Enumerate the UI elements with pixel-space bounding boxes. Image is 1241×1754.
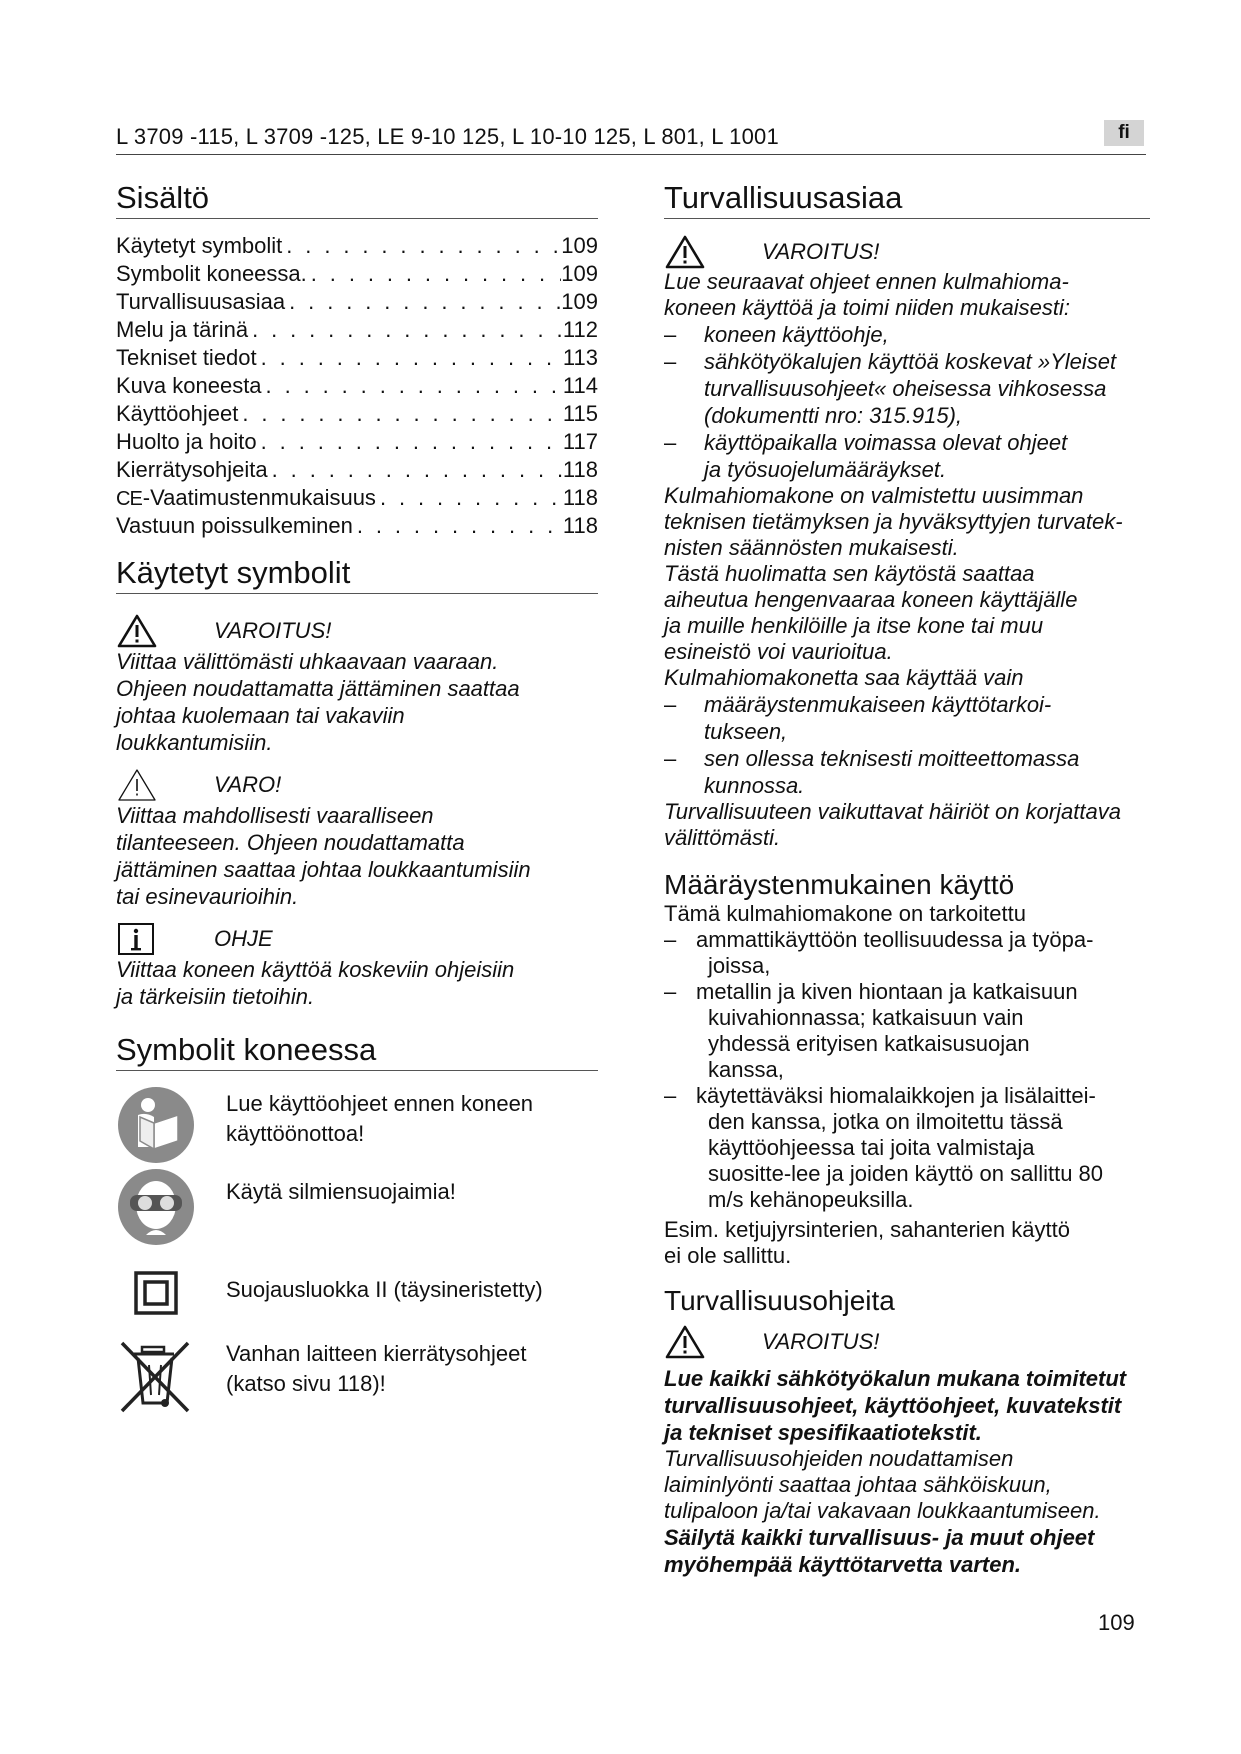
toc-item[interactable]: Käytetyt symbolit . . . 109 — [116, 233, 598, 261]
machine-symbols-title: Symbolit koneessa — [116, 1032, 598, 1071]
language-badge: fi — [1104, 120, 1144, 146]
list-item: – sen ollessa teknisesti moitteettomassa kunnossa. — [664, 746, 1080, 798]
toc-item[interactable]: Kierrätysohjeita . . . 118 — [116, 457, 598, 485]
list-item: – ammattikäyttöön teollisuudessa ja työpa- joissa, — [664, 927, 1094, 978]
page-header — [116, 118, 1146, 155]
intended-use-title: Määräystenmukainen käyttö — [664, 869, 1015, 900]
page-number: 109 — [1098, 1610, 1135, 1635]
symbol-row — [116, 1085, 598, 1165]
toc-item[interactable]: Tekniset tiedot . . . 113 — [116, 345, 598, 373]
symbol-description: Suojausluokka II (täysineristetty) — [226, 1277, 543, 1302]
symbol-description: Lue käyttöohjeet ennen koneen käyttöönottoa! — [226, 1091, 534, 1146]
safety-intro: Lue seuraavat ohjeet ennen kulmahioma- koneen käyttöä ja toimi niiden mukaisesti: — [664, 269, 1070, 320]
safety-paragraph-2: Turvallisuuteen vaikuttavat häiriöt on korjattava välittömästi. — [664, 799, 1121, 850]
ce-mark-icon: CE — [116, 488, 142, 510]
list-item: – sähkötyökalujen käyttöä koskevat »Yleiset turvallisuusohjeet« oheisessa vihkosessa (dokumentti nro: 315.915), — [664, 349, 1117, 428]
toc-item[interactable]: Käyttöohjeet . . . 115 — [116, 401, 598, 429]
safety-docs-list — [664, 321, 1150, 483]
toc-item[interactable]: Turvallisuusasiaa . . . 109 — [116, 289, 598, 317]
caution-triangle-icon — [116, 768, 158, 802]
toc-item[interactable]: Vastuun poissulkeminen . . . 118 — [116, 513, 598, 541]
toc-item[interactable]: Symbolit koneessa. . . . 109 — [116, 261, 598, 289]
symbol-row — [116, 1253, 598, 1333]
warning-triangle-icon — [664, 235, 706, 269]
table-of-contents — [116, 233, 598, 541]
safety-instructions-title: Turvallisuusohjeita — [664, 1285, 895, 1316]
warning-keyword: VAROITUS! — [762, 1329, 880, 1354]
intended-use-outro: Esim. ketjujyrsinterien, sahanterien käyttö ei ole sallittu. — [664, 1217, 1070, 1268]
list-item: – käyttöpaikalla voimassa olevat ohjeet ja työsuojelumääräykset. — [664, 430, 1068, 482]
right-column — [664, 180, 1150, 1578]
caution-description: Viittaa mahdollisesti vaaralliseen tilanteeseen. Ohjeen noudattamatta jättäminen saattaa johtaa loukkaantumisiin tai esinevaurioihin. — [116, 803, 531, 909]
warning-row — [664, 235, 1150, 269]
note-description: Viittaa koneen käyttöä koskeviin ohjeisiin ja tärkeisiin tietoihin. — [116, 957, 515, 1009]
weee-bin-icon — [116, 1337, 196, 1417]
symbol-row — [116, 1167, 598, 1247]
list-item: – metallin ja kiven hiontaan ja katkaisuun kuivahionnassa; katkaisuun vain yhdessä erityisen katkaisusuojan kanssa, — [664, 979, 1078, 1082]
read-manual-icon — [116, 1085, 196, 1165]
warning-triangle-icon — [664, 1325, 706, 1359]
model-list: L 3709 -115, L 3709 -125, LE 9-10 125, L 10-10 125, L 801, L 1001 — [116, 124, 779, 149]
safety-bold-text-2: Säilytä kaikki turvallisuus- ja muut ohjeet myöhempää käyttötarvetta varten. — [664, 1525, 1095, 1577]
warning-description: Viittaa välittömästi uhkaavaan vaaraan. Ohjeen noudattamatta jättäminen saattaa johtaa kuolemaan tai vakaviin loukkantumisiin. — [116, 649, 520, 755]
intended-use-intro: Tämä kulmahiomakone on tarkoitettu — [664, 901, 1026, 926]
note-row — [116, 922, 598, 956]
list-item: – käytettäväksi hiomalaikkojen ja lisälaittei- den kanssa, jotka on ilmoitettu tässä käyttöohjeessa tai joita valmistaja suositte-lee ja joiden käyttö on sallittu 80 m/s kehänopeuksilla. — [664, 1083, 1104, 1212]
toc-title: Sisältö — [116, 180, 598, 219]
caution-keyword: VARO! — [214, 772, 282, 797]
eye-protection-icon — [116, 1167, 196, 1247]
toc-item[interactable]: Huolto ja hoito . . . 117 — [116, 429, 598, 457]
symbol-description: Vanhan laitteen kierrätysohjeet (katso sivu 118)! — [226, 1341, 527, 1396]
safety-paragraph: Kulmahiomakone on valmistettu uusimman teknisen tietämyksen ja hyväksyttyjen turvatek- nisten säännösten mukaisesti. Tästä huolimatta sen käytöstä saattaa aiheutua hengenvaaraa koneen käyttäjälle ja muille henkilöille ja itse kone tai muu esineistö voi vaurioitua. Kulmahiomakonetta saa käyttää vain — [664, 483, 1123, 690]
warning-row — [664, 1325, 1150, 1359]
symbol-description: Käytä silmiensuojaimia! — [226, 1179, 456, 1204]
list-item: – määräystenmukaiseen käyttötarkoi- tukseen, — [664, 692, 1052, 744]
warning-keyword: VAROITUS! — [762, 239, 880, 264]
left-column — [116, 180, 598, 1417]
protection-class-ii-icon — [116, 1253, 196, 1333]
warning-row — [116, 614, 598, 648]
caution-row — [116, 768, 598, 802]
warning-keyword: VAROITUS! — [214, 618, 332, 643]
safety-bold-text: Lue kaikki sähkötyökalun mukana toimitetut turvallisuusohjeet, käyttöohjeet, kuvatekstit ja tekniset spesifikaatiotekstit. — [664, 1366, 1127, 1445]
note-keyword: OHJE — [214, 926, 273, 951]
usage-conditions-list — [664, 691, 1150, 799]
info-icon — [116, 922, 158, 956]
used-symbols-title: Käytetyt symbolit — [116, 555, 598, 594]
safety-title: Turvallisuusasiaa — [664, 180, 1150, 219]
symbol-row — [116, 1337, 598, 1417]
warning-triangle-icon — [116, 614, 158, 648]
toc-item[interactable]: CE-Vaatimustenmukaisuus . . . 118 — [116, 485, 598, 513]
list-item: – koneen käyttöohje, — [664, 322, 889, 347]
intended-use-list — [664, 927, 1150, 1213]
toc-item[interactable]: Melu ja tärinä . . . 112 — [116, 317, 598, 345]
safety-text: Turvallisuusohjeiden noudattamisen laiminlyönti saattaa johtaa sähköiskuun, tulipaloon ja/tai vakavaan loukkaantumiseen. — [664, 1446, 1101, 1523]
toc-item[interactable]: Kuva koneesta . . . 114 — [116, 373, 598, 401]
